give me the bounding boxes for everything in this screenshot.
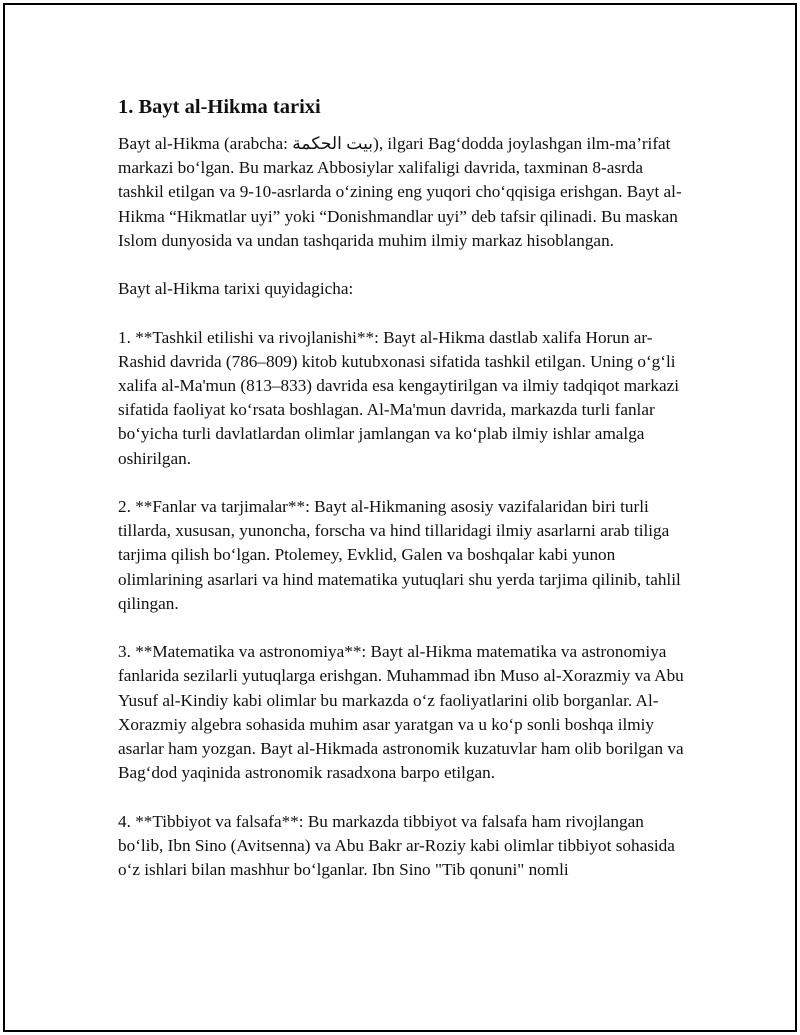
paragraph-translations: 2. **Fanlar va tarjimalar**: Bayt al-Hikmaning asosiy vazifalaridan biri turli tillarda, xususan, yunoncha, forscha va hind tillaridagi ilmiy asarlarni arab tiliga tarjima qilish bo‘lgan. Ptolemey, Evklid, Galen va boshqalar kabi yunon olimlarining asarlari va hind matematika yutuqlari shu yerda tarjima qilinib, tahlil qilingan. xyxy=(118,497,681,613)
paragraph-intro: Bayt al-Hikma (arabcha: بيت الحكمة), ilgari Bag‘dodda joylashgan ilm-ma’rifat markazi bo‘lgan. Bu markaz Abbosiylar xalifaligi davrida, taxminan 8-asrda tashkil etilgan va 9-10-asrlarda o‘zining eng yuqori cho‘qqisiga erishgan. Bayt al-Hikma “Hikmatlar uyi” yoki “Donishmandlar uyi” deb tafsir qilinadi. Bu maskan Islom dunyosida va undan tashqarida muhim ilmiy markaz hisoblangan. xyxy=(118,134,682,250)
paragraph-founding: 1. **Tashkil etilishi va rivojlanishi**: Bayt al-Hikma dastlab xalifa Horun ar-Rashid davrida (786–809) kitob kutubxonasi sifatida tashkil etilgan. Uning o‘g‘li xalifa al-Ma'mun (813–833) davrida esa kengaytirilgan va ilmiy tadqiqot markazi sifatida faoliyat ko‘rsata boshlagan. Al-Ma'mun davrida, markazda turli fanlar bo‘yicha turli davlatlardan olimlar jamlangan va ko‘plab ilmiy ishlar amalga oshirilgan. xyxy=(118,327,680,468)
paragraph-history-lead: Bayt al-Hikma tarixi quyidagicha: xyxy=(118,279,354,299)
document-title: 1. Bayt al-Hikma tarixi xyxy=(118,96,321,118)
paragraph-math-astronomy: 3. **Matematika va astronomiya**: Bayt al-Hikma matematika va astronomiya fanlarida sezilarli yutuqlarga erishgan. Muhammad ibn Muso al-Xorazmiy va Abu Yusuf al-Kindiy kabi olimlar bu markazda o‘z faoliyatlarini olib borganlar. Al-Xorazmiy algebra sohasida muhim asar yaratgan va u ko‘p sonli boshqa ilmiy asarlar ham yozgan. Bayt al-Hikmada astronomik kuzatuvlar ham olib borilgan va Bag‘dod yaqinida astronomik rasadxona barpo etilgan. xyxy=(118,642,684,783)
paragraph-medicine-philosophy: 4. **Tibbiyot va falsafa**: Bu markazda tibbiyot va falsafa ham rivojlangan bo‘lib, Ibn Sino (Avitsenna) va Abu Bakr ar-Roziy kabi olimlar tibbiyot sohasida o‘z ishlari bilan mashhur bo‘lganlar. Ibn Sino "Tib qonuni" nomli xyxy=(118,811,675,880)
document-body xyxy=(118,94,693,906)
